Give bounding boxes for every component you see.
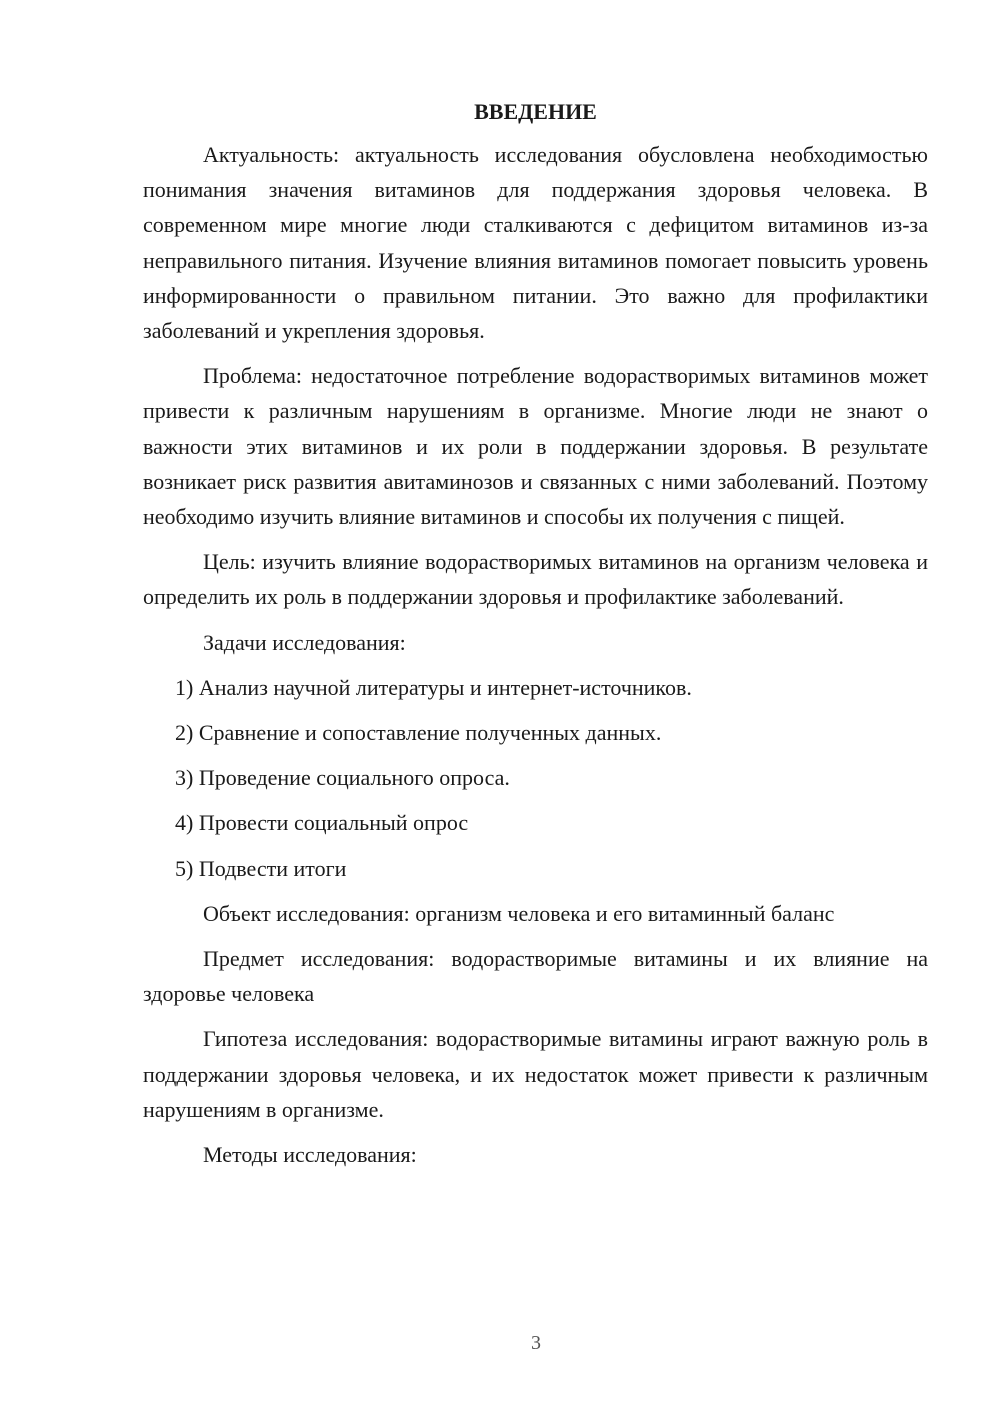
goal-paragraph: Цель: изучить влияние водорастворимых витаминов на организм человека и определить их роль в поддержании здоровья и профилактике заболеваний. <box>143 549 928 610</box>
methods-title: Методы исследования: <box>203 1142 417 1168</box>
list-item: 4) Провести социальный опрос <box>175 810 469 836</box>
list-item: 1) Анализ научной литературы и интернет-источников. <box>175 674 692 700</box>
section-heading: ВВЕДЕНИЕ <box>474 99 597 124</box>
tasks-title: Задачи исследования: <box>203 629 406 655</box>
hypothesis-paragraph: Гипотеза исследования: водорастворимые витамины играют важную роль в поддержании здоровья человека, и их недостаток может привести к различным нарушениям в организме. <box>143 1026 928 1122</box>
problem-paragraph: Проблема: недостаточное потребление водорастворимых витаминов может привести к различным нарушениям в организме. Многие люди не знают о важности этих витаминов и их роли в поддержании здоровья. В результате возникает риск развития авитаминозов и связанных с ними заболеваний. Поэтому необходимо изучить влияние витаминов и способы их получения с пищей. <box>143 363 928 530</box>
list-item: 2) Сравнение и сопоставление полученных данных. <box>175 720 662 746</box>
object-paragraph: Объект исследования: организм человека и его витаминный баланс <box>203 900 835 926</box>
list-item: 3) Проведение социального опроса. <box>175 765 510 791</box>
subject-paragraph: Предмет исследования: водорастворимые витамины и их влияние на здоровье человека <box>143 946 928 1007</box>
tasks-list <box>143 670 928 886</box>
list-item: 5) Подвести итоги <box>175 855 347 881</box>
page-content <box>143 94 928 1182</box>
relevance-paragraph: Актуальность: актуальность исследования обусловлена необходимостью понимания значения витаминов для поддержания здоровья человека. В современном мире многие люди сталкиваются с дефицитом витаминов из-за неправильного питания. Изучение влияния витаминов помогает повысить уровень информированности о правильном питании. Это важно для профилактики заболеваний и укрепления здоровья. <box>143 142 928 344</box>
page-number: 3 <box>531 1332 541 1354</box>
